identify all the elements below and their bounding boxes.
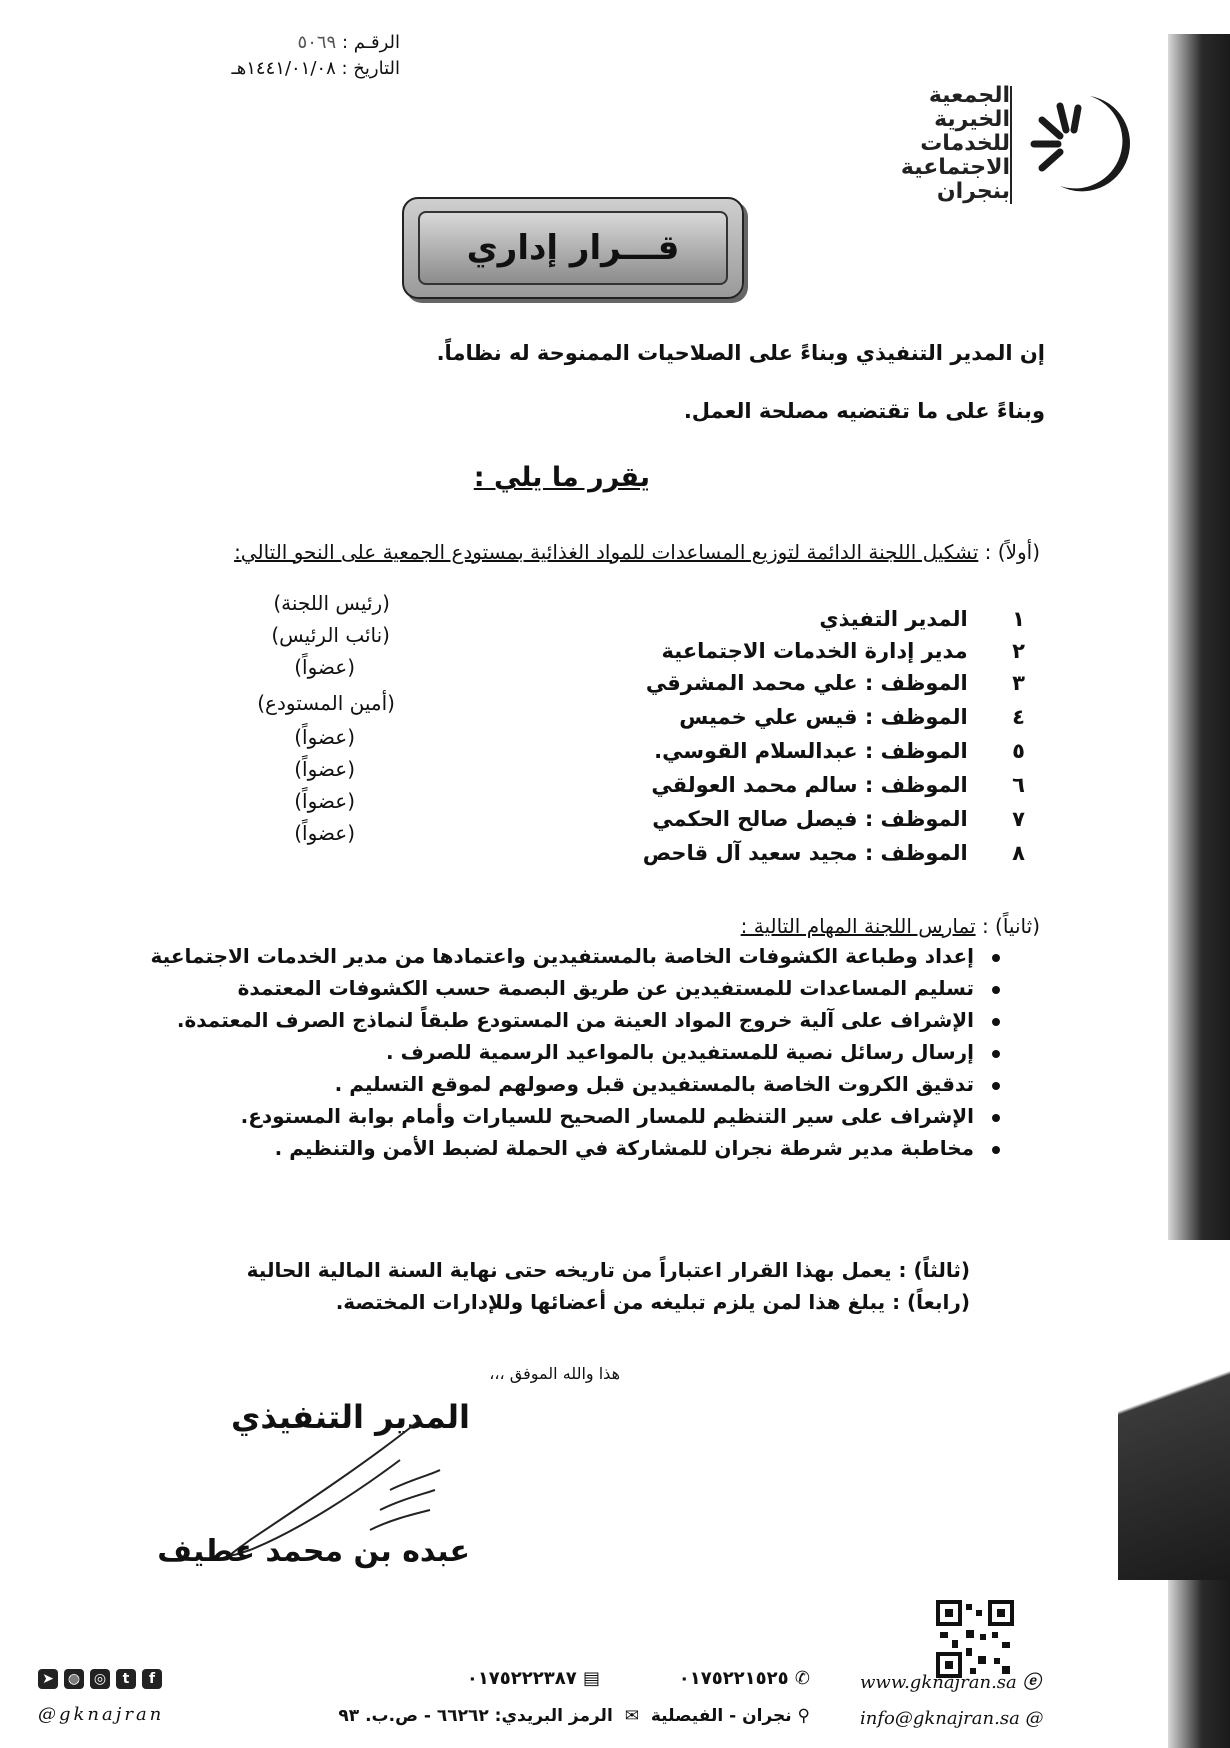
email-text[interactable]: info@gknajran.sa	[860, 1708, 1020, 1729]
section-third: (ثالثاً) : يعمل بهذا القرار اعتباراً من تاريخه حتى نهاية السنة المالية الحالية	[246, 1258, 970, 1282]
task-text: الإشراف على آلية خروج المواد العينة من المستودع طبقاً لنماذج الصرف المعتمدة.	[176, 1008, 974, 1032]
signatory-name: عبده بن محمد عطيف	[157, 1534, 470, 1569]
section-first-label: (أولاً) :	[984, 540, 1040, 564]
member-number: ٣	[1012, 671, 1025, 695]
number-label: الرقـم :	[341, 32, 400, 53]
reference-block	[160, 30, 400, 82]
twitter-icon[interactable]: t	[116, 1669, 136, 1689]
member-role: (عضواً)	[294, 655, 355, 679]
member-name: الموظف : مجيد سعيد آل قاحص	[642, 841, 968, 865]
closing-text: هذا والله الموفق ،،،	[489, 1364, 620, 1383]
member-number: ١	[1012, 607, 1025, 631]
task-item	[140, 972, 1000, 1004]
globe-icon: ⓔ	[1022, 1672, 1041, 1693]
task-item	[140, 940, 1000, 972]
postal-text: الرمز البريدي: ٦٦٢٦٢ - ص.ب. ٩٣	[338, 1706, 613, 1726]
organization-logo-icon	[1020, 86, 1140, 196]
reference-date	[160, 56, 400, 82]
member-number: ٢	[1012, 639, 1025, 663]
list-item	[600, 604, 1025, 634]
decision-heading-colon: :	[473, 462, 485, 493]
section-second	[500, 912, 1040, 940]
bullet-icon	[992, 954, 1000, 962]
footer-fax	[420, 1668, 600, 1689]
document-title: قـــرار إداري	[418, 211, 728, 285]
list-item	[600, 838, 1025, 868]
member-number: ٧	[1012, 807, 1025, 831]
fax-number: ٠١٧٥٢٢٢٣٨٧	[466, 1668, 577, 1689]
task-text: مخاطبة مدير شرطة نجران للمشاركة في الحملة لضبط الأمن والتنظيم .	[274, 1136, 974, 1160]
reference-number	[160, 30, 400, 56]
member-number: ٥	[1012, 739, 1025, 763]
list-item	[600, 804, 1025, 834]
facebook-icon[interactable]: f	[142, 1669, 162, 1689]
member-number: ٨	[1012, 841, 1025, 865]
organization-name	[880, 84, 1010, 204]
phone-icon: ✆	[794, 1668, 810, 1689]
task-text: إعداد وطباعة الكشوفات الخاصة بالمستفيدين واعتمادها من مدير الخدمات الاجتماعية	[150, 944, 974, 968]
member-name: الموظف : علي محمد المشرقي	[645, 671, 968, 695]
task-item	[140, 1100, 1000, 1132]
member-name: الموظف : فيصل صالح الحكمي	[652, 807, 968, 831]
member-role: (عضواً)	[294, 725, 355, 749]
org-line: بنجران	[936, 179, 1010, 204]
member-name: المدير التفيذي	[819, 607, 968, 631]
member-role: (أمين المستودع)	[257, 691, 395, 715]
task-text: تدقيق الكروت الخاصة بالمستفيدين قبل وصولهم لموقع التسليم .	[334, 1072, 974, 1096]
bullet-icon	[992, 1114, 1000, 1122]
section-first	[140, 538, 1040, 566]
tasks-list	[140, 940, 1000, 1164]
member-role: (عضواً)	[294, 789, 355, 813]
section-second-text: تمارس اللجنة المهام التالية :	[740, 914, 976, 938]
list-item	[600, 636, 1025, 666]
decision-heading-text: يقرر ما يلي	[493, 462, 650, 493]
bullet-icon	[992, 1018, 1000, 1026]
member-name: مدير إدارة الخدمات الاجتماعية	[661, 639, 968, 663]
list-item	[600, 702, 1025, 732]
task-item	[140, 1068, 1000, 1100]
date-label: التاريخ :	[341, 58, 400, 79]
member-name: الموظف : سالم محمد العولقي	[651, 773, 968, 797]
footer-phone	[640, 1668, 810, 1689]
org-line: للخدمات	[920, 131, 1010, 156]
signature-title: المدير التنفيذي	[231, 1398, 470, 1436]
task-text: الإشراف على سير التنظيم للمسار الصحيح للسيارات وأمام بوابة المستودع.	[240, 1104, 974, 1128]
footer-website	[860, 1668, 1092, 1694]
list-item	[600, 668, 1025, 698]
snapchat-icon[interactable]: ◍	[64, 1669, 84, 1689]
member-role: (نائب الرئيس)	[271, 623, 390, 647]
website-text[interactable]: www.gknajran.sa	[860, 1672, 1017, 1693]
intro-line-2: وبناءً على ما تقتضيه مصلحة العمل.	[683, 399, 1045, 423]
social-icons	[38, 1668, 238, 1689]
phone-number: ٠١٧٥٢٢١٥٢٥	[678, 1668, 789, 1689]
member-number: ٤	[1012, 705, 1025, 729]
telegram-icon[interactable]: ➤	[38, 1669, 58, 1689]
footer-email	[860, 1708, 1092, 1729]
number-value: ٥٠٦٩	[297, 32, 337, 53]
logo-divider	[1010, 86, 1012, 204]
org-line: الاجتماعية	[900, 155, 1010, 180]
bullet-icon	[992, 1146, 1000, 1154]
member-role: (عضواً)	[294, 757, 355, 781]
task-item	[140, 1132, 1000, 1164]
member-name: الموظف : عبدالسلام القوسي.	[654, 739, 968, 763]
footer-address	[250, 1706, 810, 1726]
org-line: الخيرية	[934, 107, 1010, 132]
section-first-text: تشكيل اللجنة الدائمة لتوزيع المساعدات للمواد الغذائية بمستودع الجمعية على النحو التالي:	[234, 540, 979, 564]
social-handle[interactable]: @gknajran	[38, 1704, 165, 1725]
instagram-icon[interactable]: ◎	[90, 1669, 110, 1689]
decision-heading	[420, 462, 650, 493]
member-role: (رئيس اللجنة)	[273, 591, 390, 615]
address-text: نجران - الفيصلية	[650, 1706, 792, 1726]
date-value: ١٤٤١/٠١/٠٨هـ	[231, 58, 336, 79]
fax-icon: ▤	[582, 1668, 600, 1689]
section-second-label: (ثانياً) :	[981, 914, 1040, 938]
bullet-icon	[992, 1082, 1000, 1090]
decorative-sidebar-fold	[1118, 1240, 1230, 1580]
task-item	[140, 1004, 1000, 1036]
list-item	[600, 736, 1025, 766]
document-title-box	[402, 197, 744, 299]
bullet-icon	[992, 1050, 1000, 1058]
task-text: تسليم المساعدات للمستفيدين عن طريق البصمة حسب الكشوفات المعتمدة	[237, 976, 974, 1000]
intro-line-1: إن المدير التنفيذي وبناءً على الصلاحيات الممنوحة له نظاماً.	[436, 341, 1045, 365]
location-icon: ⚲	[797, 1706, 810, 1726]
qr-code-icon	[936, 1600, 1014, 1678]
at-icon: @	[1025, 1708, 1044, 1729]
mail-icon: ✉	[624, 1706, 639, 1726]
member-name: الموظف : قيس علي خميس	[679, 705, 968, 729]
member-role: (عضواً)	[294, 821, 355, 845]
org-line: الجمعية	[928, 83, 1010, 108]
section-fourth: (رابعاً) : يبلغ هذا لمن يلزم تبليغه من أعضائها وللإدارات المختصة.	[335, 1290, 970, 1314]
task-item	[140, 1036, 1000, 1068]
list-item	[600, 770, 1025, 800]
member-number: ٦	[1012, 773, 1025, 797]
bullet-icon	[992, 986, 1000, 994]
task-text: إرسال رسائل نصية للمستفيدين بالمواعيد الرسمية للصرف .	[386, 1040, 974, 1064]
